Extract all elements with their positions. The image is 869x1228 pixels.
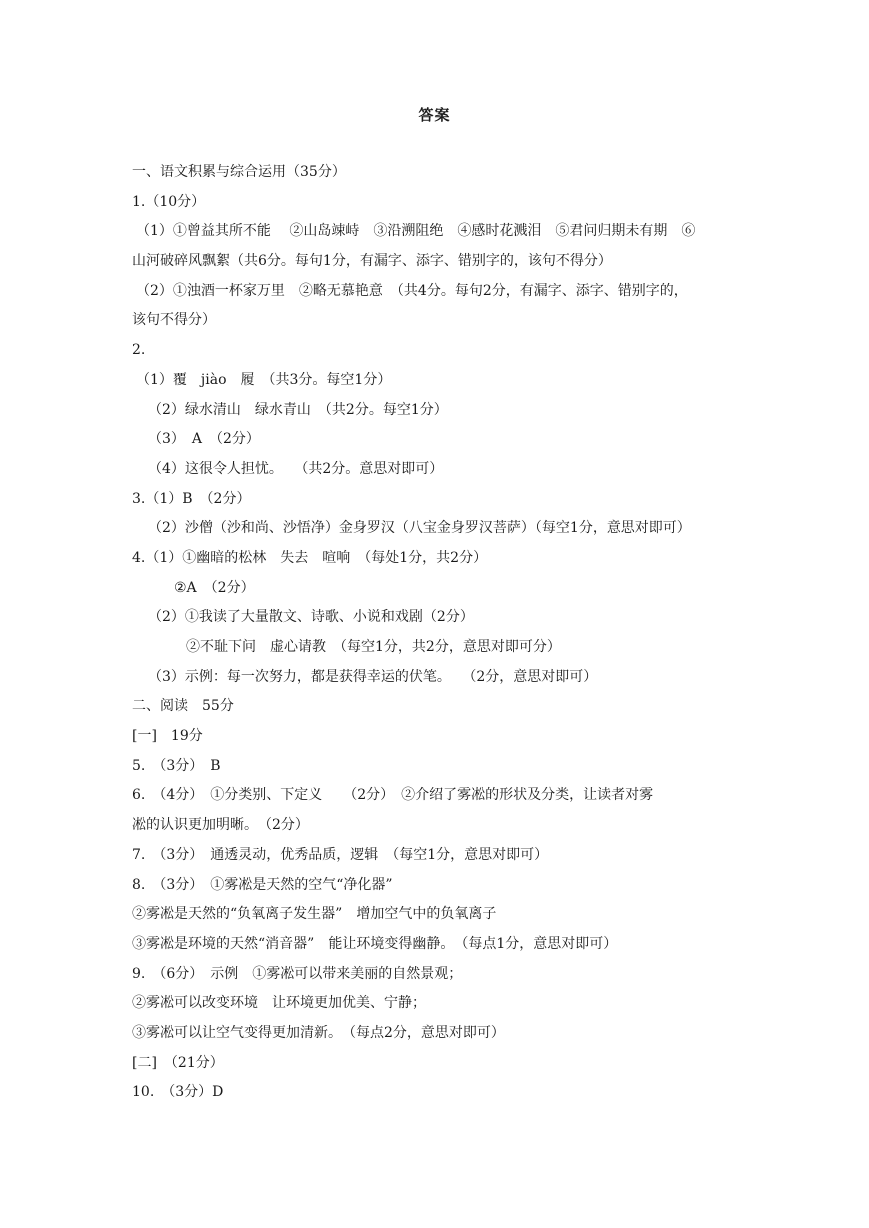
text-line: （3） A （2分）: [148, 431, 260, 448]
text-line: [一] 19分: [132, 728, 203, 745]
text-line: 该句不得分）: [132, 312, 216, 329]
text-line: （3）示例：每一次努力，都是获得幸运的伏笔。 （2分，意思对即可）: [148, 668, 598, 685]
text-line: 一、语文积累与综合运用（35分）: [132, 164, 346, 180]
text-line: 7. （3分） 通透灵动，优秀品质，逻辑 （每空1分，意思对即可）: [132, 846, 549, 863]
text-line: 10. （3分）D: [132, 1084, 224, 1101]
text-line: 凇的认识更加明晰。 （2分）: [132, 817, 309, 834]
text-line: 6. （4分） ①分类别、下定义 （2分） ②介绍了雾凇的形状及分类，让读者对雾: [132, 787, 654, 804]
page-title: 答案: [418, 106, 451, 124]
text-line: 2.: [132, 342, 146, 359]
text-line: ②不耻下问 虚心请教 （每空1分，共2分，意思对即可分）: [186, 639, 561, 655]
text-line: 1.（10分）: [132, 193, 206, 210]
text-line: （4）这很令人担忧。 （共2分。意思对即可）: [148, 460, 444, 477]
text-line: ②雾凇是天然的“负氧离子发生器” 增加空气中的负氧离子: [132, 906, 497, 923]
text-line: [二] （21分）: [132, 1054, 224, 1071]
text-line: （2）沙僧（沙和尚、沙悟净）金身罗汉（八宝金身罗汉菩萨）（每空1分，意思对即可）: [148, 520, 691, 537]
text-line: 9. （6分） 示例 ①雾凇可以带来美丽的自然景观；: [132, 965, 463, 982]
text-line: （2）①浊酒一杯家万里 ②略无慕艳意 （共4分。每句2分，有漏字、添字、错别字的，: [136, 282, 688, 299]
text-line: 4.（1）①幽暗的松林 失去 喧响 （每处1分，共2分）: [132, 549, 488, 566]
text-line: 8. （3分） ①雾凇是天然的空气“净化器”: [132, 876, 393, 893]
text-line: （1）覆 jiào 履 （共3分。每空1分）: [136, 371, 392, 388]
text-line: ②雾凇可以改变环境 让环境更加优美、宁静；: [132, 995, 426, 1012]
text-line: ②A （2分）: [174, 579, 255, 596]
text-line: （2）①我读了大量散文、诗歌、小说和戏剧（2分）: [148, 609, 474, 626]
text-line: ③雾凇是环境的天然“消音器” 能让环境变得幽静。 （每点1分，意思对即可）: [132, 935, 618, 952]
text-line: 5. （3分） B: [132, 757, 221, 774]
text-line: 山河破碎风飘絮（共6分。每句1分，有漏字、添字、错别字的，该句不得分）: [132, 253, 612, 270]
text-line: （2）绿水清山 绿水青山 （共2分。每空1分）: [148, 401, 448, 418]
answer-text-body: [132, 158, 744, 1108]
text-line: ③雾凇可以让空气变得更加清新。 （每点2分，意思对即可）: [132, 1024, 505, 1041]
text-line: 3.（1）B （2分）: [132, 490, 251, 507]
text-line: （1）①曾益其所不能 ②山岛竦峙 ③沿溯阻绝 ④感时花溅泪 ⑤君问归期未有期 ⑥: [136, 223, 696, 240]
text-line: 二、阅读 55分: [132, 698, 234, 715]
